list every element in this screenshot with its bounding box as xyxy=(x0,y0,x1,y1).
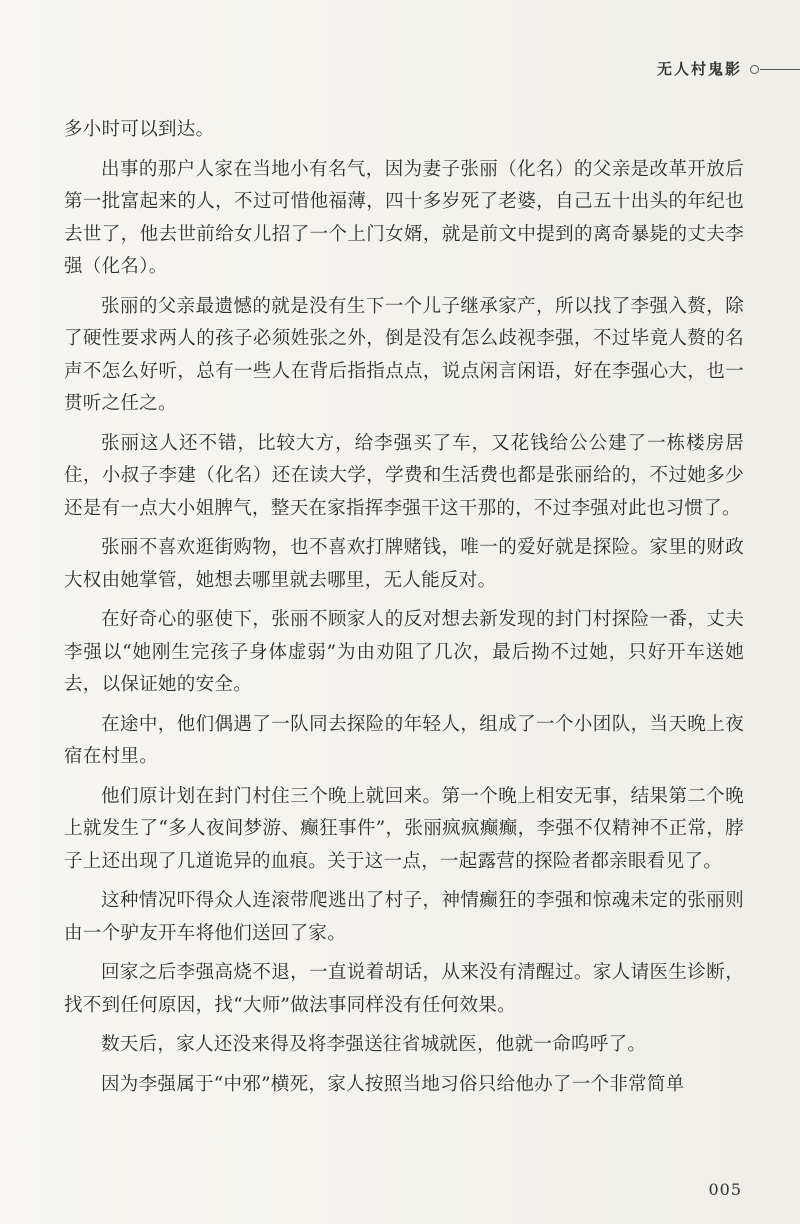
paragraph-8: 他们原计划在封门村住三个晚上就回来。第一个晚上相安无事，结果第二个晚上就发生了“多人夜间梦游、癫狂事件”，张丽疯疯癫癫，李强不仅精神不正常，脖子上还出现了几道诡异的血痕。关于这一点，一起露营的探险者都亲眼看见了。 xyxy=(64,785,744,872)
paragraph-5: 张丽不喜欢逛街购物，也不喜欢打牌赌钱，唯一的爱好就是探险。家里的财政大权由她掌管，她想去哪里就去哪里，无人能反对。 xyxy=(64,537,744,591)
page-number: 005 xyxy=(708,1180,742,1199)
header-ornament-circle xyxy=(750,65,759,74)
paragraph-12: 因为李强属于“中邪”横死，家人按照当地习俗只给他办了一个非常简单 xyxy=(101,1073,685,1095)
paragraph-7: 在途中，他们偶遇了一队同去探险的年轻人，组成了一个小团队，当天晚上夜宿在村里。 xyxy=(64,713,744,767)
body-text xyxy=(64,114,744,1101)
header-rule xyxy=(760,69,800,70)
running-header xyxy=(0,58,800,82)
paragraph-1: 多小时可以到达。 xyxy=(64,119,215,140)
paragraph-10: 回家之后李强高烧不退，一直说着胡话，从来没有清醒过。家人请医生诊断，找不到任何原因，找“大师”做法事同样没有任何效果。 xyxy=(64,962,744,1016)
paragraph-9: 这种情况吓得众人连滚带爬逃出了村子，神情癫狂的李强和惊魂未定的张丽则由一个驴友开车将他们送回了家。 xyxy=(64,890,744,944)
paragraph-6: 在好奇心的驱使下，张丽不顾家人的反对想去新发现的封门村探险一番，丈夫李强以“她刚生完孩子身体虚弱”为由劝阻了几次，最后拗不过她，只好开车送她去，以保证她的安全。 xyxy=(64,609,744,695)
chapter-title: 无人村鬼影 xyxy=(656,60,742,78)
paragraph-3: 张丽的父亲最遗憾的就是没有生下一个儿子继承家产，所以找了李强入赘，除了硬性要求两人的孩子必须姓张之外，倒是没有怎么歧视李强，不过毕竟人赘的名声不怎么好听，总有一些人在背后指指点点，说点闲言闲语，好在李强心大，也一贯听之任之。 xyxy=(64,295,744,414)
paragraph-11: 数天后，家人还没来得及将李强送往省城就医，他就一命呜呼了。 xyxy=(101,1034,647,1055)
paragraph-4: 张丽这人还不错，比较大方，给李强买了车，又花钱给公公建了一栋楼房居住，小叔子李建（化名）还在读大学，学费和生活费也都是张丽给的，不过她多少还是有一点大小姐脾气，整天在家指挥李强干这干那的，不过李强对此也习惯了。 xyxy=(64,432,744,519)
paragraph-2: 出事的那户人家在当地小有名气，因为妻子张丽（化名）的父亲是改革开放后第一批富起来的人，不过可惜他福薄，四十多岁死了老婆，自己五十出头的年纪也去世了，他去世前给女儿招了一个上门女婿，就是前文中提到的离奇暴毙的丈夫李强（化名）。 xyxy=(64,158,744,277)
